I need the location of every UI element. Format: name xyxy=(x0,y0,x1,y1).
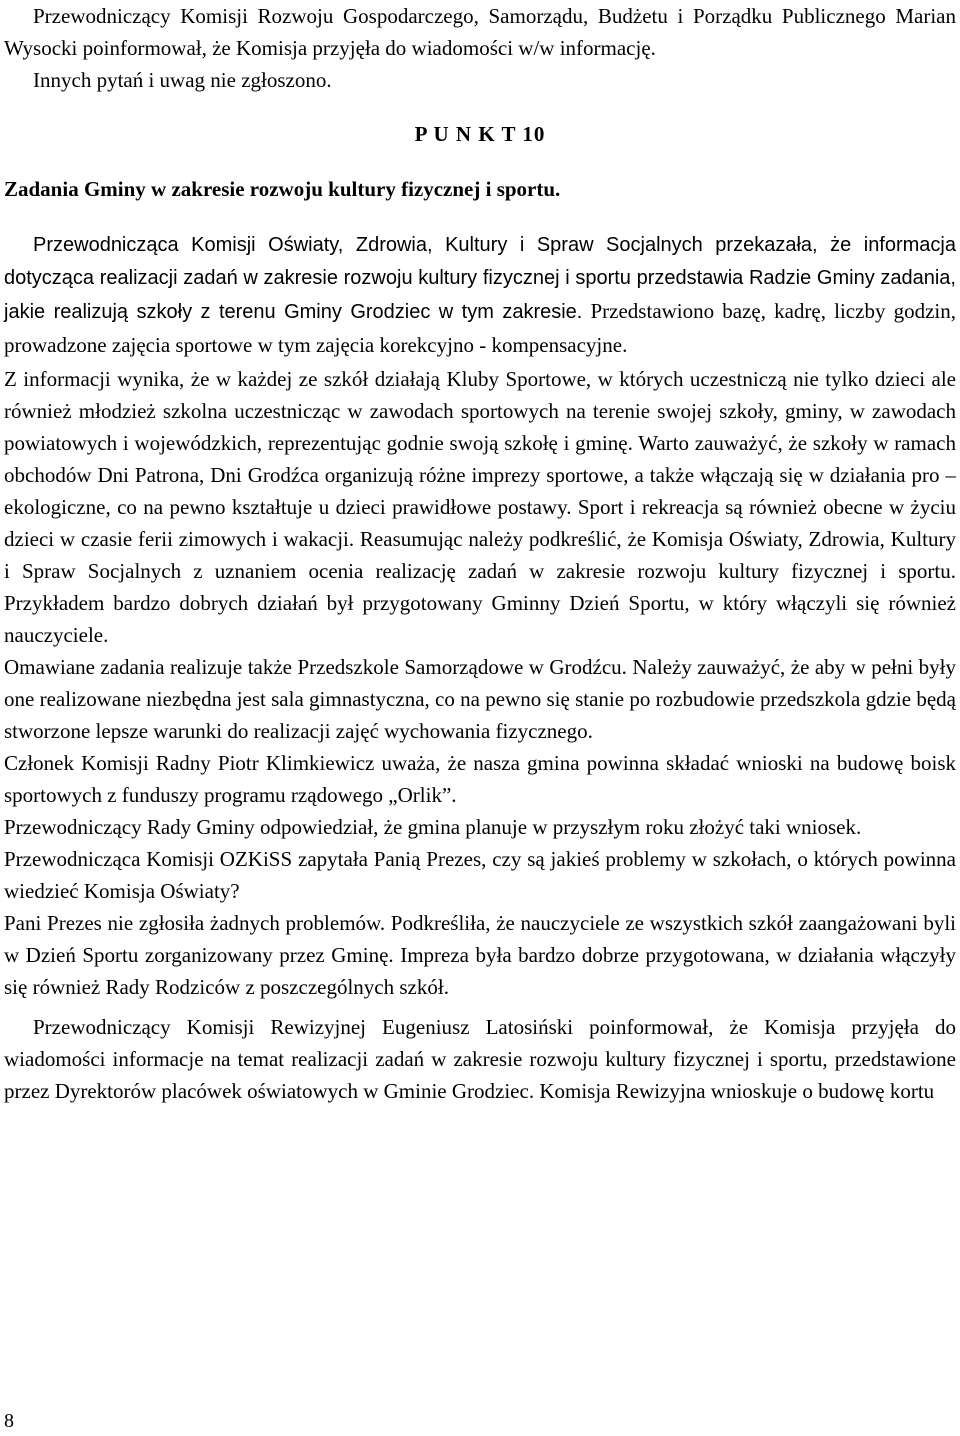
paragraph-no-problems: Pani Prezes nie zgłosiła żadnych problemów. Podkreśliła, że nauczyciele ze wszystkich szkół zaangażowani byli w Dzień Sportu zorganizowany przez Gminę. Impreza była bardzo dobrze przygotowana, w działania włączyły się również Rady Rodziców z poszczególnych szkół. xyxy=(4,911,956,999)
paragraph-preschool: Omawiane zadania realizuje także Przedszkole Samorządowe w Grodźcu. Należy zauważyć, że aby w pełni były one realizowane niezbędna jest sala gimnastyczna, co na pewno się stanie po rozbudowie przedszkola gdzie będą stworzone lepsze warunki do realizacji zajęć wychowania fizycznego. xyxy=(4,655,956,743)
section-number-heading: P U N K T 10 xyxy=(414,122,546,146)
paragraph-audit-committee: Przewodniczący Komisji Rewizyjnej Eugeniusz Latosiński poinformował, że Komisja przyjęła do wiadomości informacje na temat realizacji zadań w zakresie rozwoju kultury fizycznej i sportu, przedstawione przez Dyrektorów placówek oświatowych w Gminie Grodziec. Komisja Rewizyjna wnioskuje o budowę kortu xyxy=(4,1015,956,1103)
paragraph-no-questions: Innych pytań i uwag nie zgłoszono. xyxy=(33,68,332,92)
section-title-heading: Zadania Gminy w zakresie rozwoju kultury fizycznej i sportu. xyxy=(4,177,561,201)
paragraph-council-answer: Przewodniczący Rady Gminy odpowiedział, że gmina planuje w przyszłym roku złożyć taki wniosek. xyxy=(4,815,862,839)
sans-text: Przewodnicząca Komisji Oświaty, Zdrowia, Kultury i Spraw Socjalnych przekazała, że informacja dotycząca realizacji zadań w zakresie rozwoju kultury fizycznej i sportu przedstawia Radzie Gminy zadania, jakie realizują szkoły z terenu Gminy Grodziec w tym zakresie. xyxy=(4,234,956,323)
paragraph-orlik: Członek Komisji Radny Piotr Klimkiewicz uważa, że nasza gmina powinna składać wnioski na budowę boisk sportowych z funduszy programu rządowego „Orlik”. xyxy=(4,751,956,807)
education-committee-paragraph xyxy=(4,229,956,363)
serif-text: Przedstawiono bazę, kadrę, liczby godzin, prowadzone zajęcia sportowe w tym zajęcia korekcyjno - kompensacyjne. xyxy=(4,299,956,357)
paragraph-question: Przewodnicząca Komisji OZKiSS zapytała Panią Prezes, czy są jakieś problemy w szkołach, o których powinna wiedzieć Komisja Oświaty? xyxy=(4,847,956,903)
paragraph-sport-clubs: Z informacji wynika, że w każdej ze szkół działają Kluby Sportowe, w których uczestniczą nie tylko dzieci ale również młodzież szkolna uczestnicząc w zawodach sportowych na terenie swojej szkoły, gminy, w zawodach powiatowych i wojewódzkich, reprezentując godnie swoją szkołę i gminę. Warto zauważyć, że szkoły w ramach obchodów Dni Patrona, Dni Grodźca organizują różne imprezy sportowe, a także włączają się w działania pro – ekologiczne, co na pewno kształtuje u dzieci prawidłowe postawy. Sport i rekreacja są również obecne w życiu dzieci w czasie ferii zimowych i wakacji. Reasumując należy podkreślić, że Komisja Oświaty, Zdrowia, Kultury i Spraw Socjalnych z uznaniem ocenia realizację zadań w zakresie rozwoju kultury fizycznej i sportu. Przykładem bardzo dobrych działań był przygotowany Gminny Dzień Sportu, w który włączyli się również nauczyciele. xyxy=(4,367,956,647)
paragraph-committee-report: Przewodniczący Komisji Rozwoju Gospodarczego, Samorządu, Budżetu i Porządku Publicznego Marian Wysocki poinformował, że Komisja przyjęła do wiadomości w/w informację. xyxy=(4,4,956,60)
document-page xyxy=(4,0,956,1107)
page-number: 8 xyxy=(4,1410,14,1432)
